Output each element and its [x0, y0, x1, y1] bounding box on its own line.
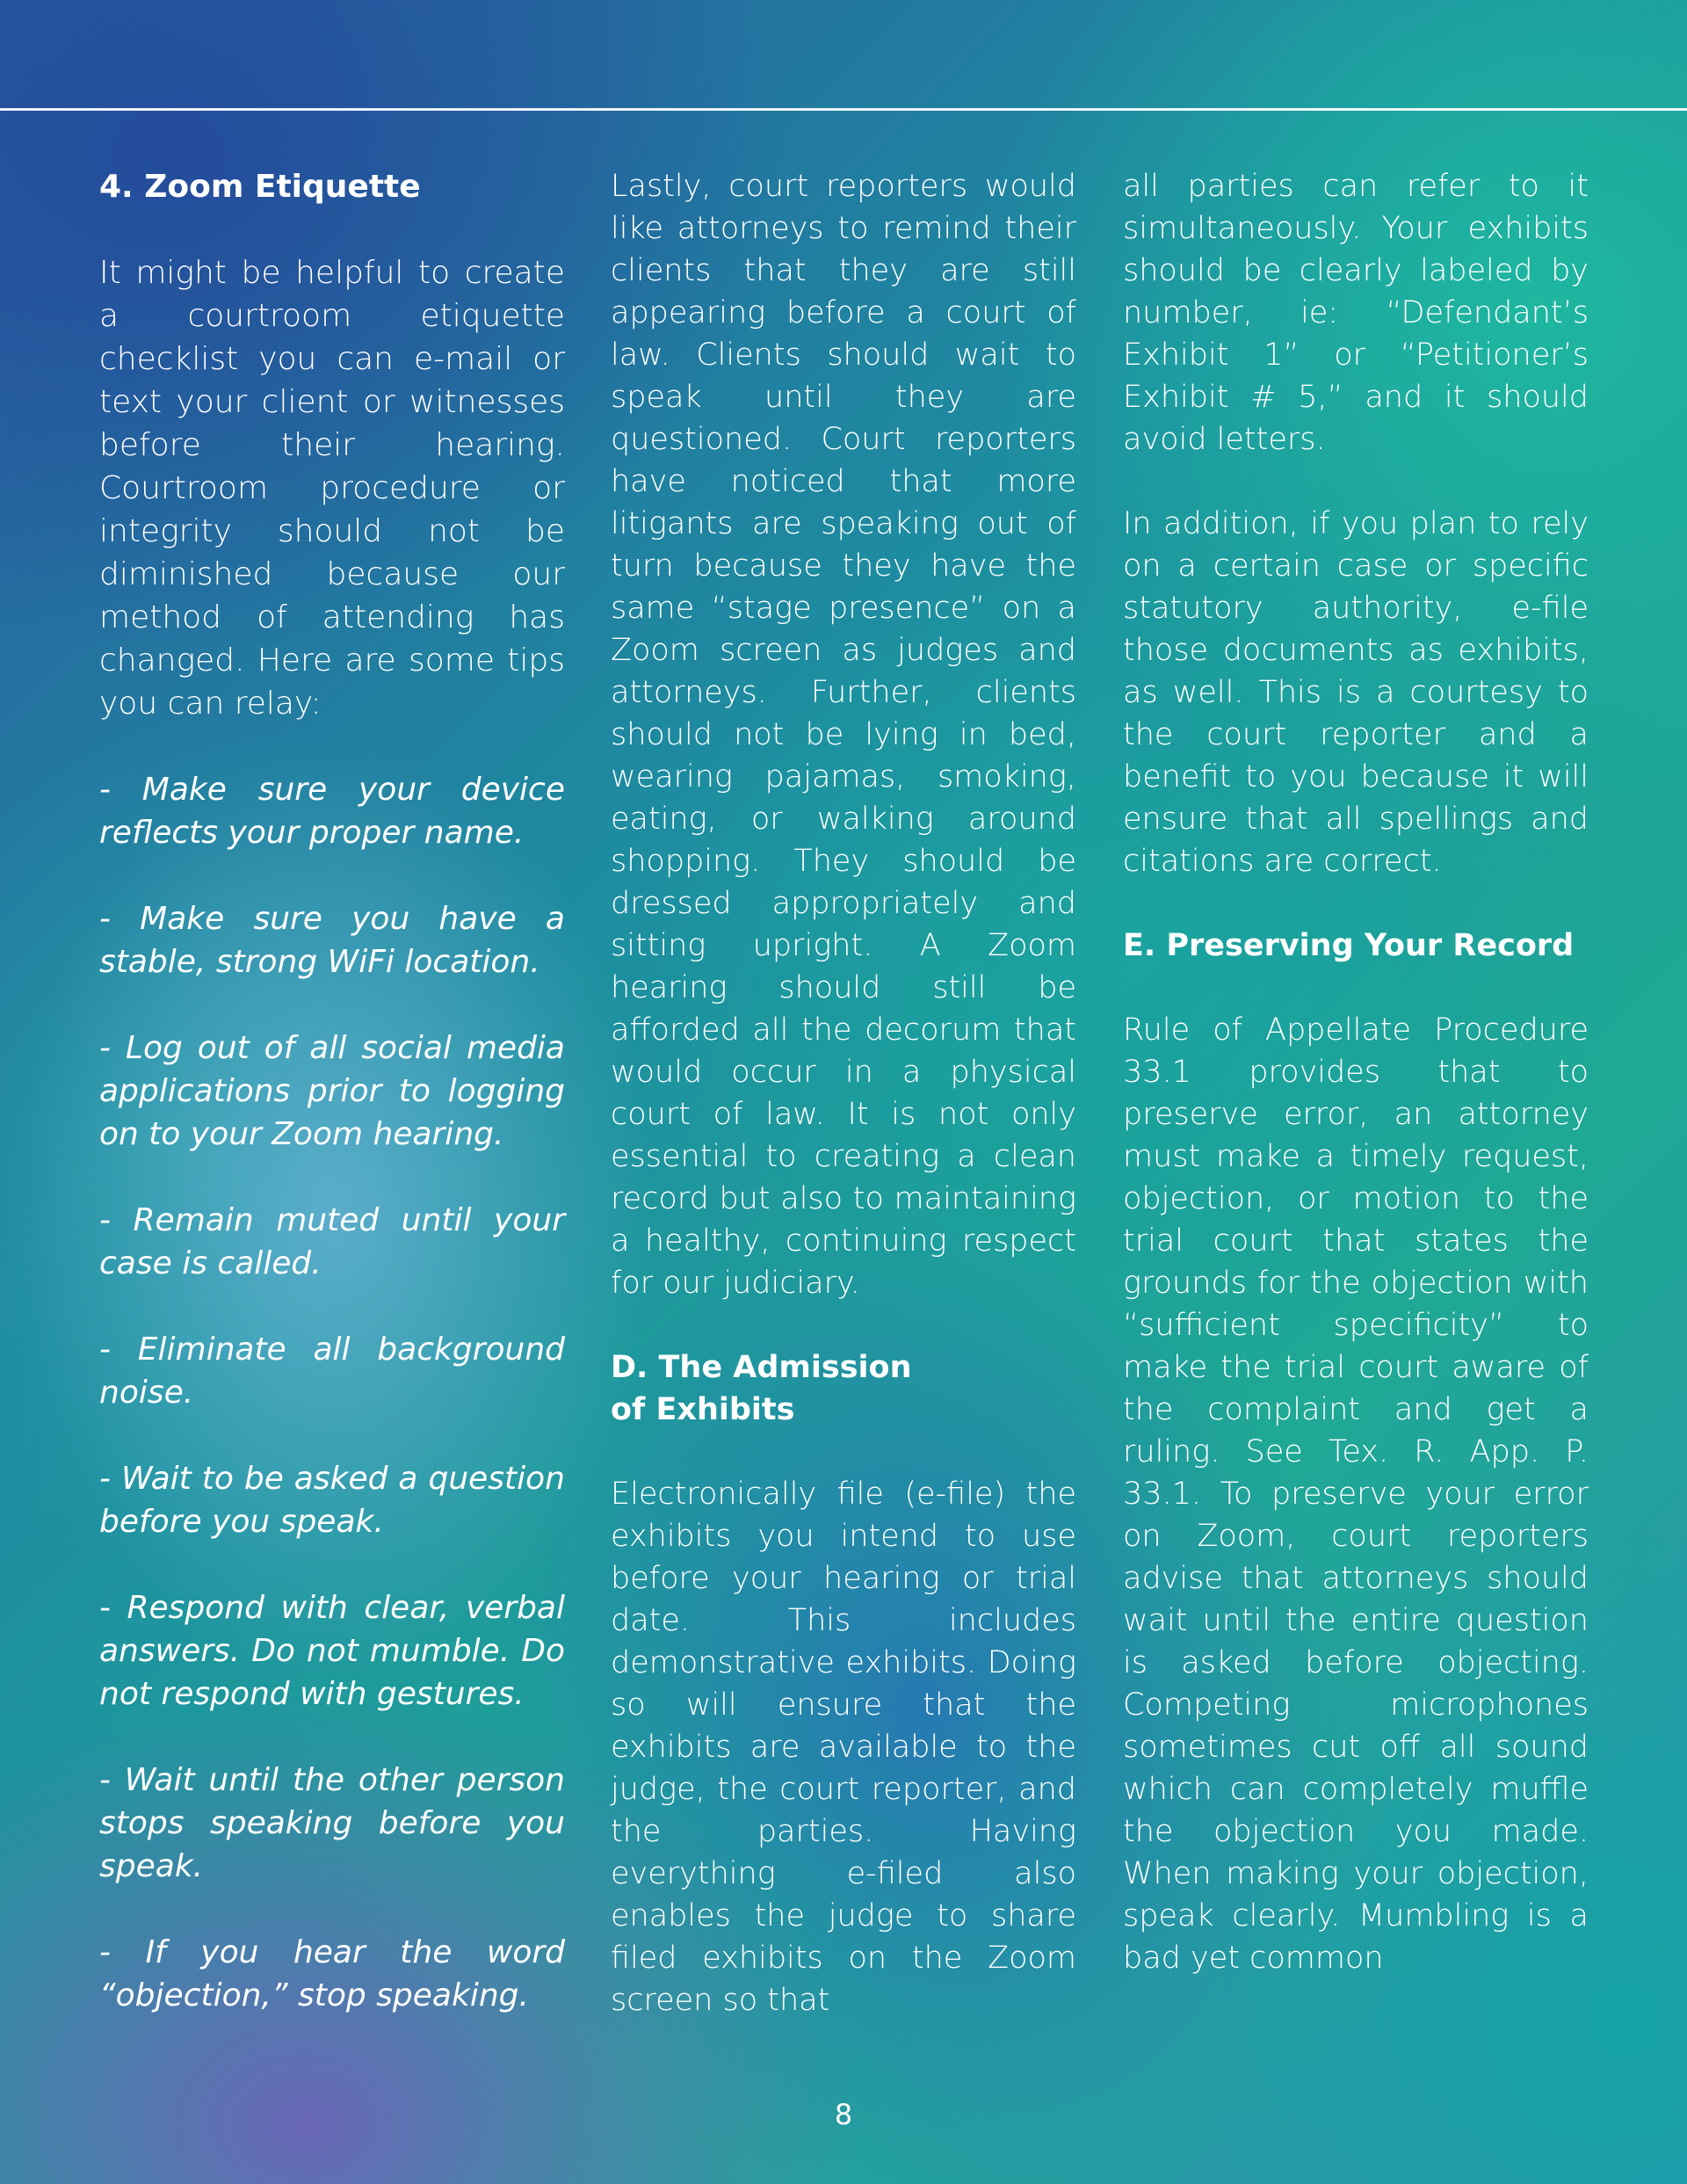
- heading-line: of Exhibits: [611, 1392, 795, 1427]
- column-right: [1123, 165, 1589, 1979]
- tip-item: - If you hear the word “objection,” stop speaking.: [99, 1934, 565, 2013]
- tip-item: - Make sure you have a stable, strong WiFi location.: [99, 901, 565, 980]
- paragraph-statutory-authority: In addition, if you plan to rely on a certain case or specific statutory authority, e-file those documents as exhibits, as well. This is a courtesy to the court reporter and a benefit to you because it will ensure that all spellings and citations are correct.: [1123, 506, 1589, 879]
- column-left: [99, 165, 565, 2017]
- section-heading-admission-of-exhibits: [611, 1346, 1076, 1431]
- paragraph-e-file: Electronically file (e-file) the exhibits you intend to use before your hearing or trial date. This includes demonstrative exhibits. Doing so will ensure that the exhibits are available to the judge, the court reporter, and the parties. Having everything e-filed also enables the judge to share filed exhibits on the Zoom screen so that: [611, 1477, 1076, 2018]
- tip-item: - Eliminate all background noise.: [99, 1331, 565, 1411]
- tip-item: - Wait to be asked a question before you speak.: [99, 1461, 565, 1540]
- section-heading-zoom-etiquette: 4. Zoom Etiquette: [99, 169, 421, 205]
- paragraph-court-reporters: Lastly, court reporters would like attorneys to remind their clients that they are still appearing before a court of law. Clients should wait to speak until they are questioned. Court reporters have noticed that more litigants are speaking out of turn because they have the same “stage presence” on a Zoom screen as judges and attorneys. Further, clients should not be lying in bed, wearing pajamas, smoking, eating, or walking around shopping. They should be dressed appropriately and sitting upright. A Zoom hearing should still be afforded all the decorum that would occur in a physical court of law. It is not only essential to creating a clean record but also to maintaining a healthy, continuing respect for our judiciary.: [611, 169, 1076, 1301]
- tip-item: - Remain muted until your case is called.: [99, 1202, 565, 1281]
- heading-line: D. The Admission: [611, 1350, 912, 1385]
- paragraph-rule-33-1: Rule of Appellate Procedure 33.1 provides that to preserve error, an attorney must make a timely request, objection, or motion to the trial court that states the grounds for the objection with “sufficient specificity” to make the trial court aware of the complaint and get a ruling. See Tex. R. App. P. 33.1. To preserve your error on Zoom, court reporters advise that attorneys should wait until the entire question is asked before objecting. Competing microphones sometimes cut off all sound which can completely muffle the objection you made. When making your objection, speak clearly. Mumbling is a bad yet common: [1123, 1012, 1589, 1976]
- column-middle: [611, 165, 1076, 2021]
- tip-item: - Wait until the other person stops speaking before you speak.: [99, 1762, 565, 1884]
- paragraph-intro: It might be helpful to create a courtroom etiquette checklist you can e-mail or text your client or witnesses before their hearing. Courtroom procedure or integrity should not be diminished because our method of attending has changed. Here are some tips you can relay:: [99, 255, 565, 722]
- top-divider: [0, 108, 1687, 111]
- tip-item: - Make sure your device reflects your proper name.: [99, 772, 565, 851]
- tip-item: - Log out of all social media applications prior to logging on to your Zoom hearing.: [99, 1030, 565, 1152]
- paragraph-exhibit-labels: all parties can refer to it simultaneously. Your exhibits should be clearly labeled by number, ie: “Defendant’s Exhibit 1” or “Petitioner’s Exhibit # 5,” and it should avoid letters.: [1123, 169, 1589, 457]
- section-heading-preserving-record: E. Preserving Your Record: [1123, 928, 1575, 963]
- page-number: 8: [834, 2098, 853, 2131]
- tip-item: - Respond with clear, verbal answers. Do not mumble. Do not respond with gestures.: [99, 1590, 565, 1712]
